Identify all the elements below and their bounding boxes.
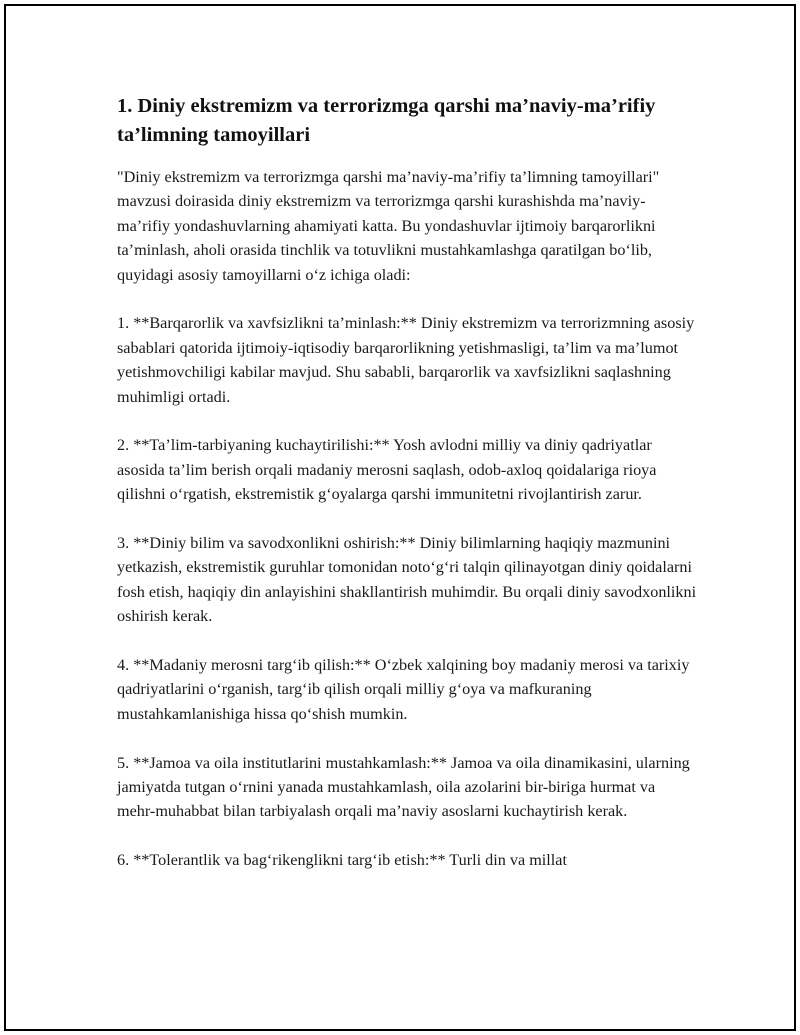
intro-paragraph: "Diniy ekstremizm va terrorizmga qarshi ma’naviy-ma’rifiy ta’limning tamoyillari" mavzusi doirasida diniy ekstremizm va terrorizmga qarshi kurashishda ma’naviy-ma’rifiy yondashuvlarning ahamiyati katta. Bu yondashuvlar ijtimoiy barqarorlikni ta’minlash, aholi orasida tinchlik va totuvlikni mustahkamlashga qaratilgan bo‘lib, quyidagi asosiy tamoyillarni o‘z ichiga oladi:	[117, 168, 660, 284]
principle-4-paragraph: 4. **Madaniy merosni targ‘ib qilish:** O‘zbek xalqining boy madaniy merosi va tarixiy qadriyatlarini o‘rganish, targ‘ib qilish orqali milliy g‘oya va mafkuraning mustahkamlanishiga hissa qo‘shish mumkin.	[117, 656, 690, 723]
principle-3-paragraph: 3. **Diniy bilim va savodxonlikni oshirish:** Diniy bilimlarning haqiqiy mazmunini yetkazish, ekstremistik guruhlar tomonidan noto‘g‘ri talqin qilinayotgan diniy qoidalarni fosh etish, haqiqiy din anlayishini shakllantirish muhimdir. Bu orqali diniy savodxonlikni oshirish kerak.	[117, 534, 697, 626]
section-heading: 1. Diniy ekstremizm va terrorizmga qarshi ma’naviy-ma’rifiy ta’limning tamoyillari	[117, 95, 656, 146]
principle-5-paragraph: 5. **Jamoa va oila institutlarini mustahkamlash:** Jamoa va oila dinamikasini, ularning jamiyatda tutgan o‘rnini yanada mustahkamlash, oila azolarini bir-biriga hurmat va mehr-muhabbat bilan tarbiyalash orqali ma’naviy asoslarni kuchaytirish kerak.	[117, 753, 690, 821]
principle-2-paragraph: 2. **Ta’lim-tarbiyaning kuchaytirilishi:** Yosh avlodni milliy va diniy qadriyatlar asosida ta’lim berish orqali madaniy merosni saqlash, odob-axloq qoidalariga rioya qilishni o‘rgatish, ekstremistik g‘oyalarga qarshi immunitetni rivojlantirish zarur.	[117, 436, 657, 504]
document-body	[117, 92, 697, 897]
principle-1-paragraph: 1. **Barqarorlik va xavfsizlikni ta’minlash:** Diniy ekstremizm va terrorizmning asosiy sabablari qatorida ijtimoiy-iqtisodiy barqarorlikning yetishmasligi, ta’lim va ma’lumot yetishmovchiligi kabilar mavjud. Shu sababli, barqarorlik va xavfsizlikni saqlashning muhimligi ortadi.	[117, 314, 695, 406]
principle-6-paragraph: 6. **Tolerantlik va bag‘rikenglikni targ‘ib etish:** Turli din va millat	[117, 851, 567, 870]
